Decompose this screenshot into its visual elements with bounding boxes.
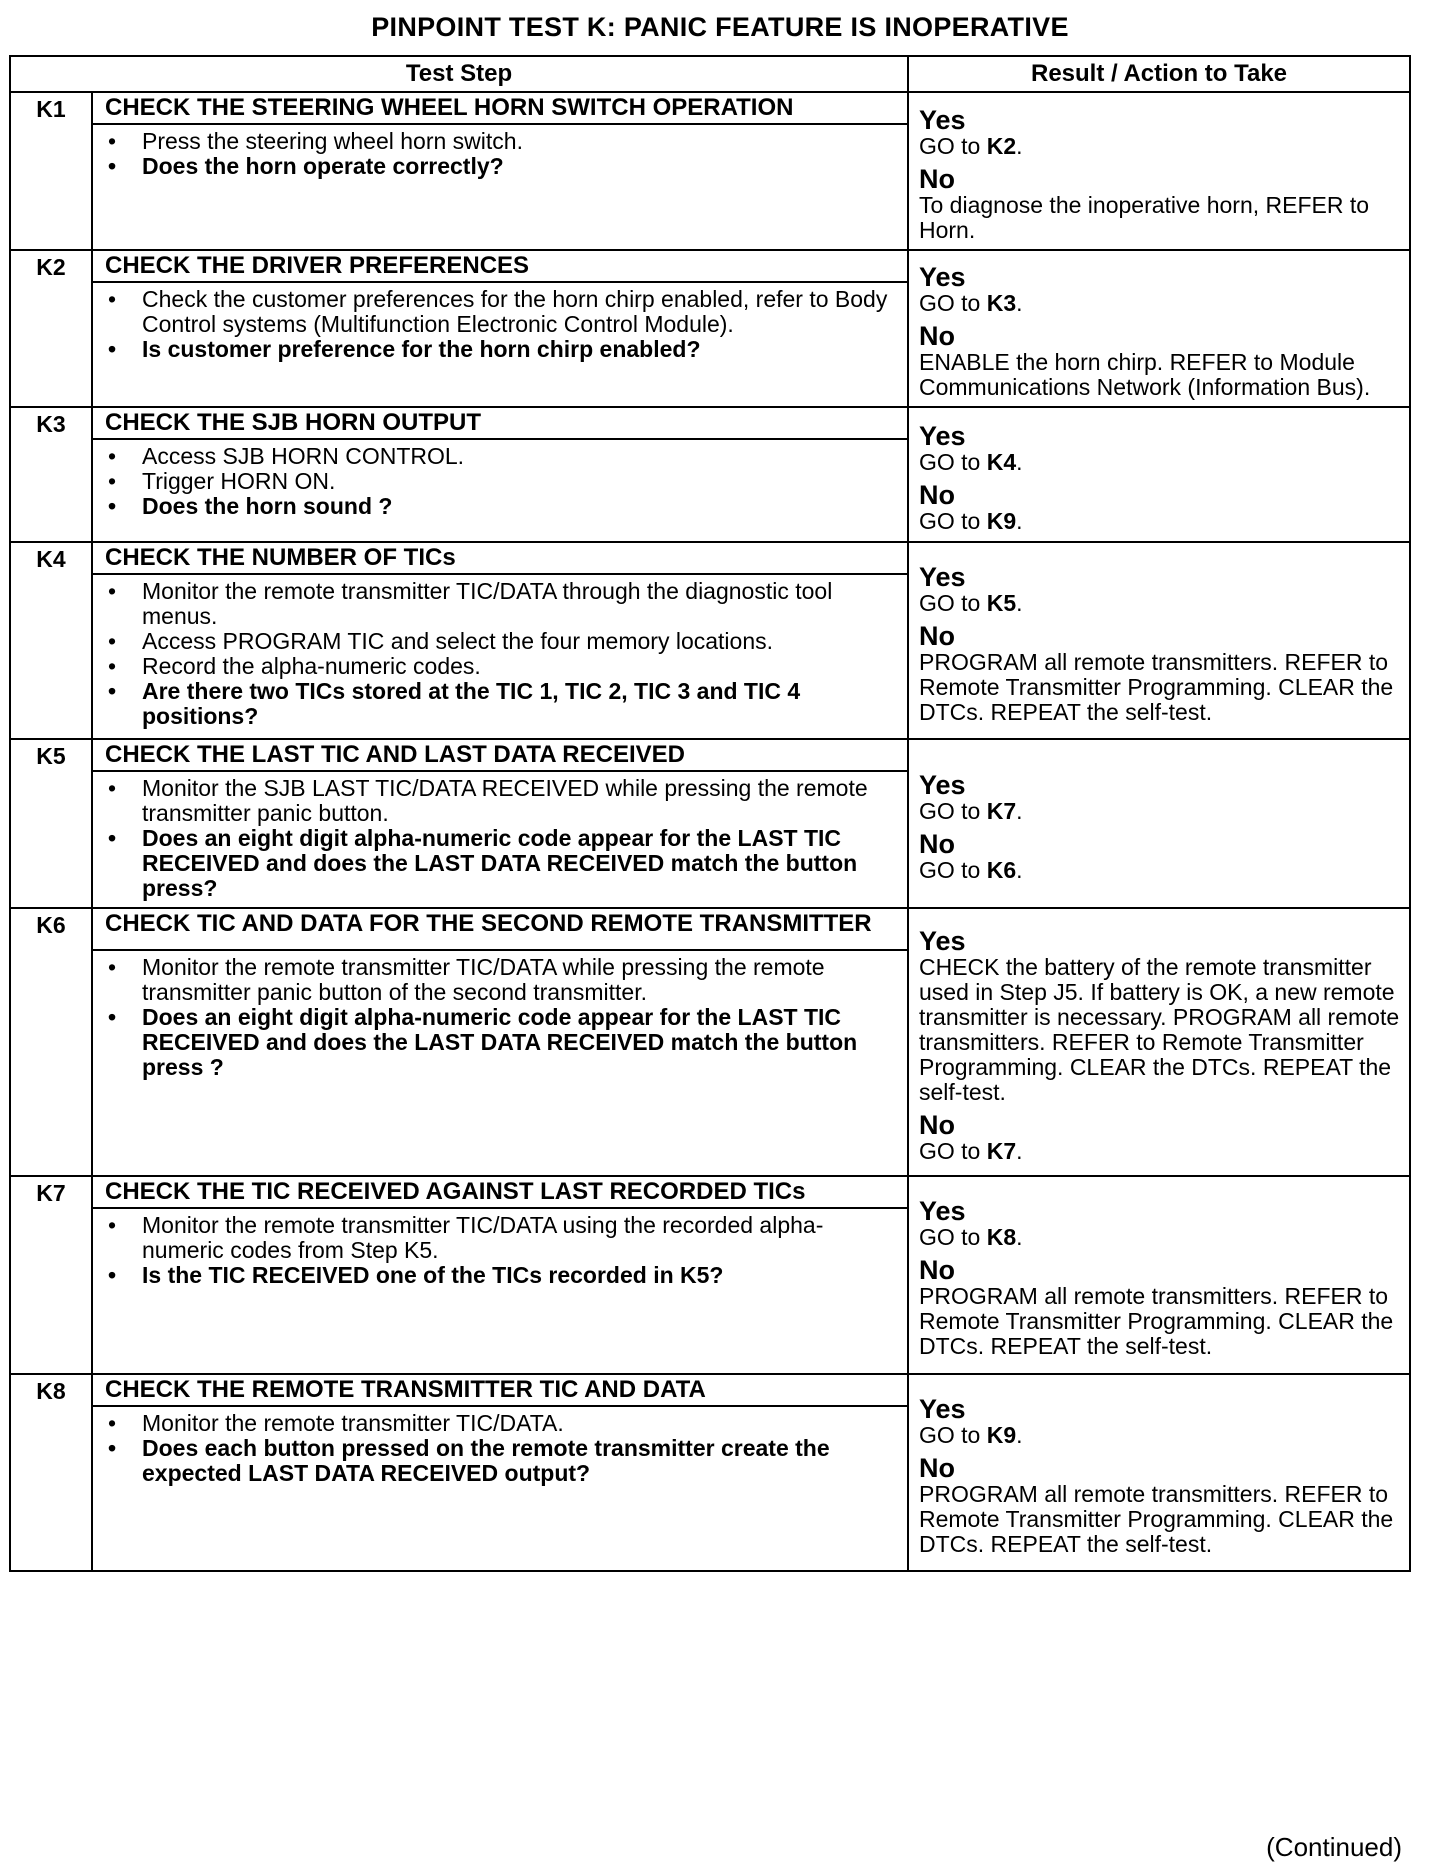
instruction-list	[105, 444, 897, 519]
result-punctuation: .	[1016, 1421, 1023, 1448]
step-instructions	[92, 124, 908, 250]
result-action-cell	[908, 739, 1410, 908]
result-action-text: GO to	[919, 797, 987, 824]
result-action-text: GO to	[919, 448, 987, 475]
result-text	[919, 858, 1401, 883]
result-text	[919, 591, 1401, 616]
instruction-item: • Monitor the remote transmitter TIC/DATA using the recorded alpha-numeric codes from Step K5.	[105, 1213, 897, 1263]
result-text	[919, 799, 1401, 824]
instruction-item: • Monitor the remote transmitter TIC/DATA while pressing the remote transmitter panic button of the second transmitter.	[105, 955, 897, 1005]
step-instructions	[92, 282, 908, 407]
step-title-row	[10, 542, 1410, 574]
result-text	[919, 955, 1401, 1105]
page-title: PINPOINT TEST K: PANIC FEATURE IS INOPERATIVE	[371, 12, 1069, 42]
result-action-text: PROGRAM all remote transmitters. REFER to Remote Transmitter Programming. CLEAR the DTCs. REPEAT the self-test.	[919, 648, 1394, 725]
instruction-item: • Monitor the remote transmitter TIC/DATA.	[105, 1411, 897, 1436]
instruction-item: • Monitor the remote transmitter TIC/DATA through the diagnostic tool menus.	[105, 579, 897, 629]
result-step-ref: K3	[986, 290, 1017, 316]
step-id: K8	[10, 1374, 92, 1571]
result-step-ref: K2	[986, 132, 1017, 159]
result-label: Yes	[919, 262, 966, 292]
instruction-item: • Access PROGRAM TIC and select the four memory locations.	[105, 629, 897, 654]
result-label: Yes	[919, 1196, 966, 1226]
result-action-text: ENABLE the horn chirp. REFER to Module Communications Network (Information Bus).	[919, 349, 1371, 400]
instruction-list	[105, 955, 897, 1080]
instruction-item: • Check the customer preferences for the horn chirp enabled, refer to Body Control systems (Multifunction Electronic Control Module).	[105, 287, 897, 337]
instruction-item: • Trigger HORN ON.	[105, 469, 897, 494]
question-item: • Does the horn sound ?	[105, 494, 897, 519]
step-title: CHECK THE TIC RECEIVED AGAINST LAST RECORDED TICs	[92, 1176, 908, 1208]
result-text	[919, 509, 1401, 534]
step-id: K1	[10, 92, 92, 250]
result-action-cell	[908, 92, 1410, 250]
result-text	[919, 1423, 1401, 1448]
result-text	[919, 350, 1401, 400]
step-id: K6	[10, 908, 92, 1176]
step-id: K7	[10, 1176, 92, 1374]
step-id: K5	[10, 739, 92, 908]
result-step-ref: K6	[986, 856, 1017, 883]
result-punctuation: .	[1016, 132, 1023, 159]
result-action-text: GO to	[919, 589, 987, 616]
result-punctuation: .	[1016, 797, 1023, 824]
step-title-row	[10, 92, 1410, 124]
step-title-row	[10, 250, 1410, 282]
result-action-text: GO to	[919, 132, 987, 159]
question-item: • Does the horn operate correctly?	[105, 154, 897, 179]
pinpoint-test-table	[9, 55, 1411, 1572]
step-id: K4	[10, 542, 92, 739]
instruction-list	[105, 776, 897, 901]
result-action-text: PROGRAM all remote transmitters. REFER to Remote Transmitter Programming. CLEAR the DTCs. REPEAT the self-test.	[919, 1283, 1394, 1359]
result-label: No	[919, 1109, 955, 1140]
result-label: Yes	[919, 925, 966, 956]
instruction-item: • Access SJB HORN CONTROL.	[105, 444, 897, 469]
step-id: K3	[10, 407, 92, 542]
result-text	[919, 291, 1401, 316]
step-title: CHECK THE NUMBER OF TICs	[92, 542, 908, 574]
result-step-ref: K9	[986, 507, 1017, 534]
step-instructions	[92, 574, 908, 739]
header-result-action: Result / Action to Take	[908, 56, 1410, 92]
step-title: CHECK THE SJB HORN OUTPUT	[92, 407, 908, 439]
result-label: Yes	[919, 561, 966, 592]
question-item: • Is customer preference for the horn chirp enabled?	[105, 337, 897, 362]
result-label: No	[919, 321, 955, 351]
step-instructions	[92, 1208, 908, 1374]
step-title: CHECK THE REMOTE TRANSMITTER TIC AND DATA	[92, 1374, 908, 1406]
result-label: No	[919, 1255, 955, 1285]
step-id: K2	[10, 250, 92, 407]
result-punctuation: .	[1016, 856, 1023, 883]
result-action-cell	[908, 250, 1410, 407]
result-text	[919, 1225, 1401, 1250]
result-text	[919, 134, 1401, 159]
instruction-item: • Monitor the SJB LAST TIC/DATA RECEIVED while pressing the remote transmitter panic button.	[105, 776, 897, 826]
result-label: Yes	[919, 1393, 966, 1424]
result-punctuation: .	[1016, 589, 1023, 616]
question-item: • Is the TIC RECEIVED one of the TICs recorded in K5?	[105, 1263, 897, 1288]
result-text	[919, 450, 1401, 475]
result-punctuation: .	[1016, 448, 1023, 475]
result-step-ref: K7	[986, 797, 1017, 824]
result-step-ref: K8	[986, 1224, 1017, 1250]
result-action-cell	[908, 1176, 1410, 1374]
instruction-list	[105, 1411, 897, 1486]
result-text	[919, 1482, 1401, 1557]
question-item: • Does each button pressed on the remote transmitter create the expected LAST DATA RECEIVED output?	[105, 1436, 897, 1486]
result-punctuation: .	[1016, 1224, 1023, 1250]
question-item: • Does an eight digit alpha-numeric code appear for the LAST TIC RECEIVED and does the LAST DATA RECEIVED match the button press ?	[105, 1005, 897, 1080]
result-label: No	[919, 479, 955, 510]
result-action-text: GO to	[919, 1137, 987, 1164]
header-test-step: Test Step	[10, 56, 908, 92]
result-action-text: GO to	[919, 290, 987, 316]
result-punctuation: .	[1016, 507, 1023, 534]
step-title-row	[10, 407, 1410, 439]
instruction-list	[105, 1213, 897, 1288]
result-action-cell	[908, 407, 1410, 542]
result-text	[919, 1284, 1401, 1359]
instruction-list	[105, 129, 897, 179]
step-instructions	[92, 1406, 908, 1571]
step-title: CHECK TIC AND DATA FOR THE SECOND REMOTE TRANSMITTER	[92, 908, 908, 950]
result-action-text: GO to	[919, 856, 987, 883]
result-action-text: To diagnose the inoperative horn, REFER to Horn.	[919, 191, 1370, 243]
result-step-ref: K5	[986, 589, 1017, 616]
result-step-ref: K4	[986, 448, 1017, 475]
step-instructions	[92, 439, 908, 542]
result-action-text: GO to	[919, 507, 987, 534]
result-label: No	[919, 828, 955, 859]
result-punctuation: .	[1016, 290, 1023, 316]
step-title-row	[10, 739, 1410, 771]
instruction-item: • Record the alpha-numeric codes.	[105, 654, 897, 679]
step-title-row	[10, 1374, 1410, 1406]
step-title: CHECK THE LAST TIC AND LAST DATA RECEIVED	[92, 739, 908, 771]
step-instructions	[92, 771, 908, 908]
result-text	[919, 193, 1401, 243]
table-header-row	[10, 56, 1410, 92]
step-title: CHECK THE DRIVER PREFERENCES	[92, 250, 908, 282]
result-label: No	[919, 163, 955, 194]
question-item: • Does an eight digit alpha-numeric code appear for the LAST TIC RECEIVED and does the LAST DATA RECEIVED match the button press?	[105, 826, 897, 901]
result-action-text: PROGRAM all remote transmitters. REFER to Remote Transmitter Programming. CLEAR the DTCs. REPEAT the self-test.	[919, 1480, 1394, 1557]
result-action-text: GO to	[919, 1421, 987, 1448]
step-title-row	[10, 908, 1410, 950]
result-action-text: CHECK the battery of the remote transmitter used in Step J5. If battery is OK, a new remote transmitter is necessary. PROGRAM all remote transmitters. REFER to Remote Transmitter Programming. CLEAR the DTCs. REPEAT the self-test.	[919, 953, 1400, 1105]
result-label: Yes	[919, 420, 966, 451]
result-punctuation: .	[1016, 1137, 1023, 1164]
result-action-text: GO to	[919, 1224, 987, 1250]
continued-note: (Continued)	[1266, 1832, 1402, 1862]
result-action-cell	[908, 908, 1410, 1176]
result-step-ref: K7	[986, 1137, 1017, 1164]
result-action-cell	[908, 542, 1410, 739]
instruction-list	[105, 287, 897, 362]
result-step-ref: K9	[986, 1421, 1017, 1448]
step-title-row	[10, 1176, 1410, 1208]
result-label: Yes	[919, 769, 966, 800]
question-item: • Are there two TICs stored at the TIC 1, TIC 2, TIC 3 and TIC 4 positions?	[105, 679, 897, 729]
result-text	[919, 1139, 1401, 1164]
step-instructions	[92, 950, 908, 1176]
result-label: Yes	[919, 104, 966, 135]
result-label: No	[919, 1452, 955, 1483]
result-action-cell	[908, 1374, 1410, 1571]
instruction-list	[105, 579, 897, 729]
result-text	[919, 650, 1401, 725]
result-label: No	[919, 620, 955, 651]
instruction-item: • Press the steering wheel horn switch.	[105, 129, 897, 154]
step-title: CHECK THE STEERING WHEEL HORN SWITCH OPERATION	[92, 92, 908, 124]
